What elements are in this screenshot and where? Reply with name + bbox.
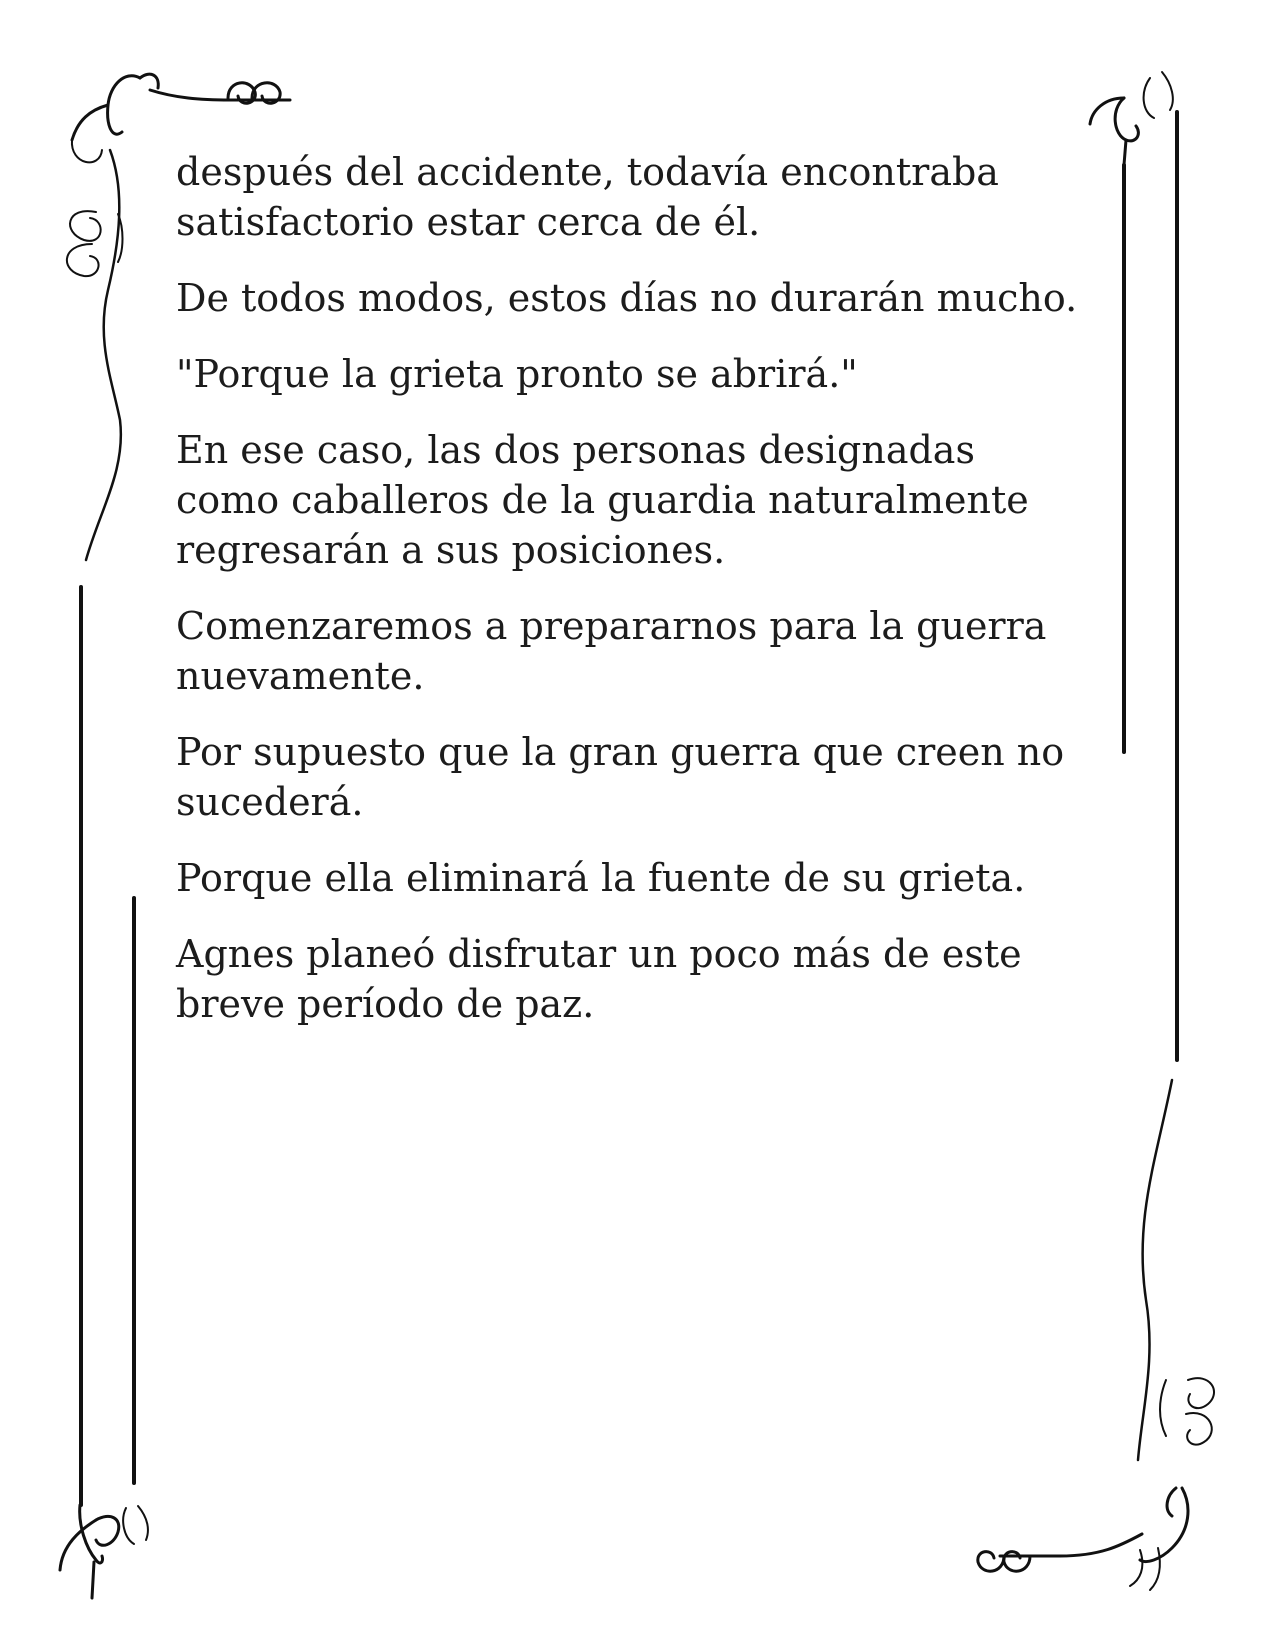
paragraph: Comenzaremos a prepararnos para la guerra nuevamente. — [176, 604, 1047, 698]
paragraph: Porque ella eliminará la fuente de su grieta. — [176, 856, 1026, 900]
paragraph: después del accidente, todavía encontraba satisfactorio estar cerca de él. — [176, 150, 999, 244]
paragraph: "Porque la grieta pronto se abrirá." — [176, 352, 858, 396]
page-text — [176, 147, 1086, 1055]
bottom-left-flourish — [60, 1505, 148, 1598]
paragraph: Agnes planeó disfrutar un poco más de este breve período de paz. — [176, 932, 1022, 1026]
paragraph: De todos modos, estos días no durarán mucho. — [176, 276, 1078, 320]
paragraph: En ese caso, las dos personas designadas como caballeros de la guardia naturalmente regresarán a sus posiciones. — [176, 428, 1029, 572]
top-right-flourish — [1090, 72, 1173, 165]
bottom-right-flourish — [978, 1080, 1214, 1590]
paragraph: Por supuesto que la gran guerra que creen no sucederá. — [176, 730, 1065, 824]
